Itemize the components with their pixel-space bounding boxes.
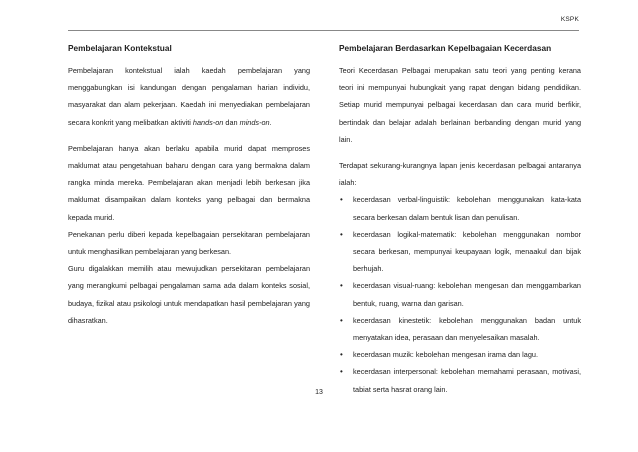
section-heading-kecerdasan: Pembelajaran Berdasarkan Kepelbagaian Kecerdasan — [339, 43, 552, 53]
list-item: • kecerdasan logikal-matematik: kebolehan menggunakan nombor secara berkesan, mempunyai keupayaan logik, menaakul dan bijak berhujah. — [339, 226, 581, 278]
bullet-icon: • — [340, 350, 343, 360]
list-item: • kecerdasan interpersonal: kebolehan memahami perasaan, motivasi, tabiat serta hasrat orang lain. — [339, 363, 581, 397]
bullet-icon: • — [340, 315, 343, 325]
section-heading-kontekstual: Pembelajaran Kontekstual — [68, 43, 172, 53]
paragraph: Penekanan perlu diberi kepada kepelbagaian persekitaran pembelajaran untuk menghasilkan pembelajaran yang berkesan. — [68, 229, 310, 257]
page-header — [68, 12, 579, 31]
paragraph: Teori Kecerdasan Pelbagai merupakan satu teori yang penting kerana teori ini mempunyai hubungkait yang rapat dengan bidang pendidikan. Setiap murid mempunyai pelbagai kecerdasan dan cara murid berfikir, bertindak dan belajar adalah berlainan berbanding dengan murid yang lain. — [339, 66, 581, 144]
list-item: • kecerdasan kinestetik: kebolehan menggunakan badan untuk menyatakan idea, perasaan dan menyelesaikan masalah. — [339, 312, 581, 346]
paragraph: Guru digalakkan memilih atau mewujudkan persekitaran pembelajaran yang merangkumi pelbagai pengalaman sama ada dalam konteks sosial, budaya, fizikal atau psikologi untuk mendapatkan hasil pembelajaran yang dihasratkan. — [68, 264, 310, 325]
list-item: • kecerdasan muzik: kebolehan mengesan irama dan lagu. — [339, 346, 581, 363]
list-item: • kecerdasan visual-ruang: kebolehan mengesan dan menggambarkan bentuk, ruang, warna dan garisan. — [339, 277, 581, 311]
intelligence-list — [339, 191, 581, 397]
left-column — [68, 42, 310, 338]
right-column — [339, 42, 581, 398]
bullet-icon: • — [340, 367, 343, 377]
header-tag: KSPK — [560, 16, 579, 23]
paragraph: Pembelajaran kontekstual ialah kaedah pembelajaran yang menggabungkan isi kandungan dengan pengalaman harian individu, masyarakat dan alam pekerjaan. Kaedah ini menyediakan pembelajaran secara konkrit yang melibatkan aktiviti hands-on dan minds-on. — [68, 66, 310, 127]
paragraph: Pembelajaran hanya akan berlaku apabila murid dapat memproses maklumat atau pengetahuan baharu dengan cara yang bermakna dalam rangka minda mereka. Pembelajaran akan menjadi lebih berkesan jika maklumat disampaikan dalam konteks yang pelbagai dan bermakna kepada murid. — [68, 143, 310, 222]
paragraph: Terdapat sekurang-kurangnya lapan jenis kecerdasan pelbagai antaranya ialah: — [339, 161, 581, 188]
bullet-icon: • — [340, 281, 343, 291]
bullet-icon: • — [340, 195, 343, 205]
list-item: • kecerdasan verbal-linguistik: kebolehan menggunakan kata-kata secara berkesan dalam bentuk lisan dan penulisan. — [339, 191, 581, 225]
bullet-icon: • — [340, 229, 343, 239]
page-number: 13 — [315, 389, 323, 396]
